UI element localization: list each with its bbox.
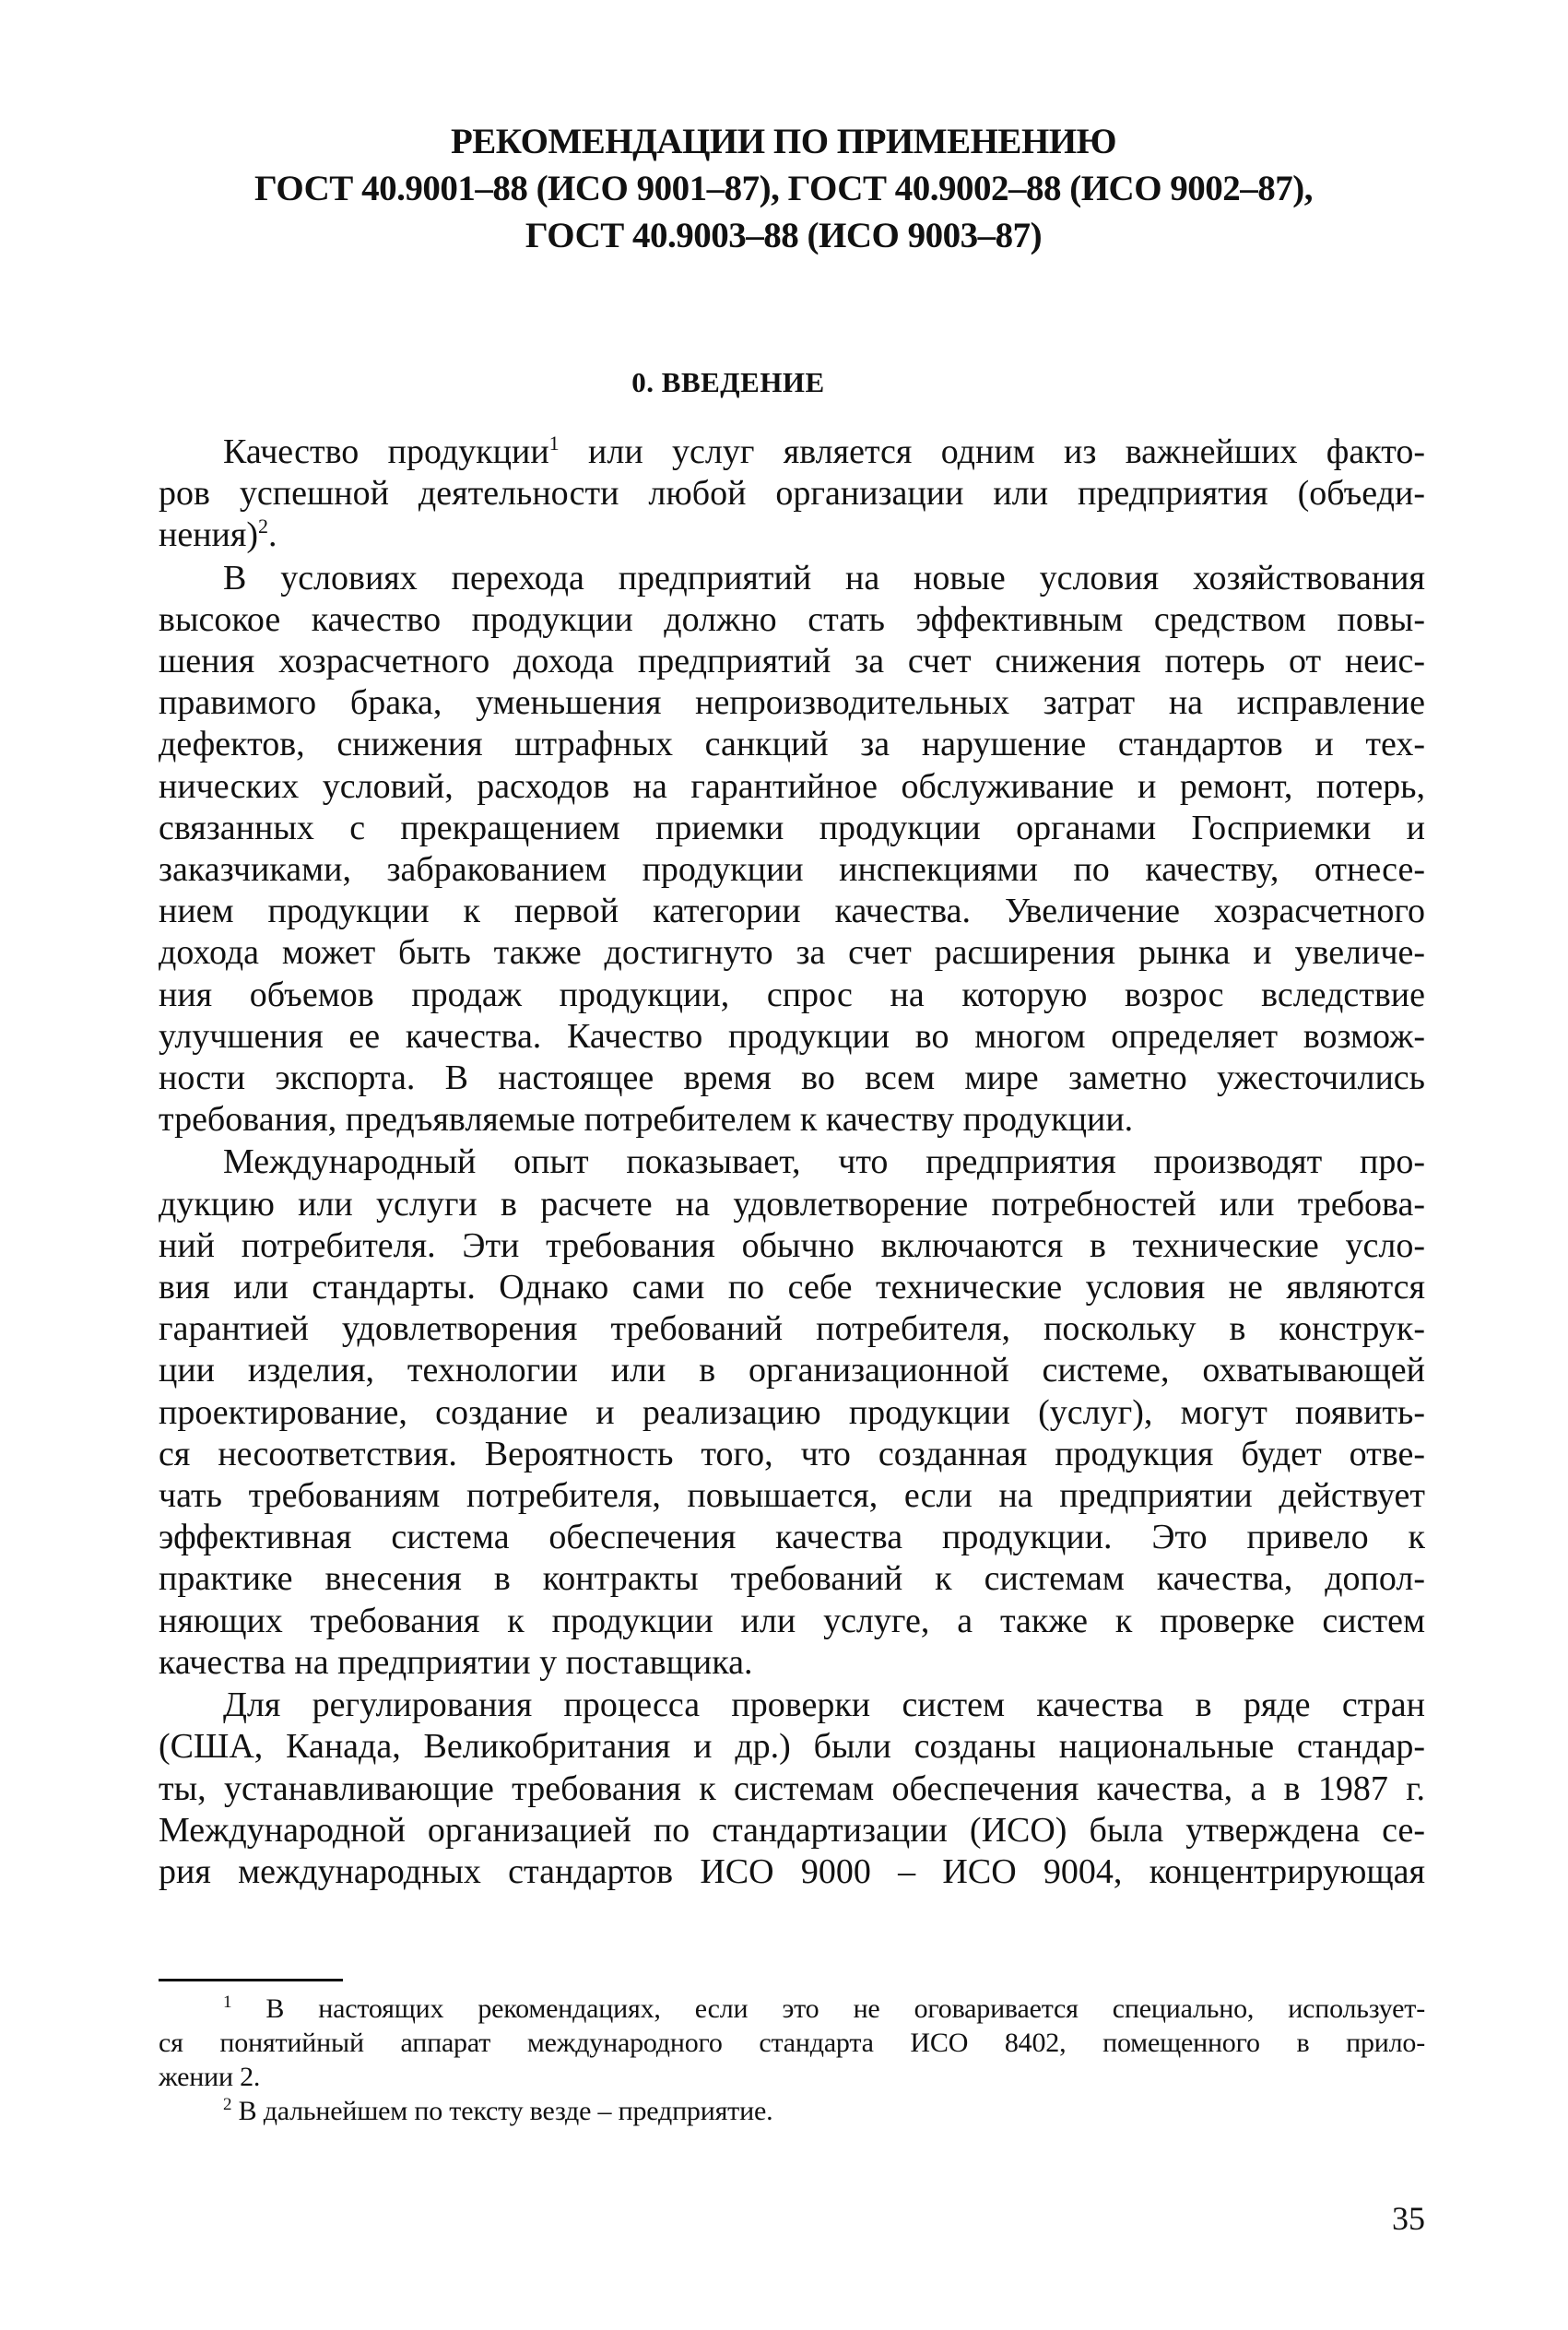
text-line: правимого брака, уменьшения непроизводительных затрат на исправление: [159, 683, 1425, 723]
document-title: [138, 118, 1429, 259]
paragraph-1: [159, 432, 1425, 557]
title-line: РЕКОМЕНДАЦИИ ПО ПРИМЕНЕНИЮ: [450, 122, 1117, 161]
text-line: шения хозрасчетного дохода предприятий за счет снижения потерь от неис-: [159, 642, 1425, 681]
text-line: заказчиками, забракованием продукции инспекциями по качеству, отнесе-: [159, 850, 1425, 890]
title-line: ГОСТ 40.9001–88 (ИСО 9001–87), ГОСТ 40.9002–88 (ИСО 9002–87),: [253, 169, 1314, 208]
footnote-mark: 1: [223, 1993, 232, 2012]
text-line: практике внесения в контракты требований к системам качества, допол-: [159, 1559, 1425, 1599]
text-line: нием продукции к первой категории качества. Увеличение хозрасчетного: [159, 892, 1425, 931]
text-line: Для регулирования процесса проверки систем качества в ряде стран: [223, 1685, 1425, 1725]
text-line: [159, 1992, 1425, 2026]
footnote-1: [159, 1992, 1425, 2094]
text-line: ния объемов продаж продукции, спрос на которую возрос вследствие: [159, 975, 1425, 1014]
text-line: ний потребителя. Эти требования обычно включаются в технические усло-: [159, 1225, 1425, 1265]
text-run: В дальнейшем по тексту везде – предприятие.: [231, 2096, 773, 2126]
text-run: .: [268, 515, 277, 555]
text-line: ся понятийный аппарат международного стандарта ИСО 8402, помещенного в прило-: [159, 2028, 1425, 2058]
text-line: нических условий, расходов на гарантийное обслуживание и ремонт, потерь,: [159, 766, 1425, 806]
text-line: (США, Канада, Великобритания и др.) были созданы национальные стандар-: [159, 1727, 1425, 1767]
text-line: [159, 2094, 1425, 2128]
text-line: рия международных стандартов ИСО 9000 – ИСО 9004, концентрирующая: [159, 1851, 1425, 1891]
text-line: ров успешной деятельности любой организации или предприятия (объеди-: [159, 474, 1425, 514]
paragraph-4: [159, 1685, 1425, 1893]
text-line: высокое качество продукции должно стать эффективным средством повы-: [159, 599, 1425, 639]
text-line: В условиях перехода предприятий на новые условия хозяйствования: [223, 558, 1425, 597]
text-line: дохода может быть также достигнуто за счет расширения рынка и увеличе-: [159, 933, 1425, 973]
text-line: связанных с прекращением приемки продукции органами Госприемки и: [159, 808, 1425, 847]
text-line: гарантией удовлетворения требований потребителя, поскольку в конструк-: [159, 1309, 1425, 1349]
footnote-mark: 2: [223, 2095, 232, 2114]
text-run: или услуг является одним из важнейших факто-: [559, 432, 1425, 471]
text-line: проектирование, создание и реализацию продукции (услуг), могут появить-: [159, 1392, 1425, 1432]
footnote-ref: 2: [258, 514, 269, 538]
text-line: улучшения ее качества. Качество продукции во многом определяет возмож-: [159, 1016, 1425, 1056]
text-run: В настоящих рекомендациях, если это не оговаривается специально, использует-: [231, 1993, 1425, 2024]
paragraph-2: [159, 558, 1425, 1141]
title-line: ГОСТ 40.9003–88 (ИСО 9003–87): [525, 216, 1043, 255]
body-text: [159, 432, 1425, 1893]
text-line: качества на предприятии у поставщика.: [159, 1642, 753, 1682]
section-heading: 0. ВВЕДЕНИЕ: [631, 366, 825, 398]
text-line: ты, устанавливающие требования к системам обеспечения качества, а в 1987 г.: [159, 1768, 1425, 1808]
text-line: Международный опыт показывает, что предприятия производят про-: [223, 1142, 1425, 1182]
paragraph-3: [159, 1141, 1425, 1684]
footnote-divider: [159, 1979, 343, 1981]
text-line: дукцию или услуги в расчете на удовлетворение потребностей или требова-: [159, 1184, 1425, 1224]
text-line: ся несоответствия. Вероятность того, что созданная продукция будет отве-: [159, 1434, 1425, 1473]
text-line: няющих требования к продукции или услуге, а также к проверке систем: [159, 1601, 1425, 1640]
footnotes: [159, 1992, 1425, 2128]
text-line: [159, 432, 1425, 473]
text-line: ности экспорта. В настоящее время во всем мире заметно ужесточились: [159, 1059, 1425, 1098]
text-line: эффективная система обеспечения качества продукции. Это привело к: [159, 1518, 1425, 1557]
text-run: нения): [159, 515, 259, 555]
page-number: 35: [1392, 2200, 1425, 2237]
text-line: [159, 514, 1425, 556]
text-line: вия или стандарты. Однако сами по себе технические условия не являются: [159, 1268, 1425, 1307]
footnote-2: [159, 2094, 1425, 2128]
text-line: Международной организацией по стандартизации (ИСО) была утверждена се-: [159, 1810, 1425, 1850]
text-line: дефектов, снижения штрафных санкций за нарушение стандартов и тех-: [159, 725, 1425, 764]
footnote-ref: 1: [548, 432, 560, 455]
text-line: требования, предъявляемые потребителем к качеству продукции.: [159, 1100, 1134, 1140]
text-line: ции изделия, технологии или в организационной системе, охватывающей: [159, 1351, 1425, 1390]
text-line: чать требованиям потребителя, повышается, если на предприятии действует: [159, 1476, 1425, 1516]
text-line: жении 2.: [159, 2062, 261, 2092]
text-run: Качество продукции: [223, 432, 549, 471]
